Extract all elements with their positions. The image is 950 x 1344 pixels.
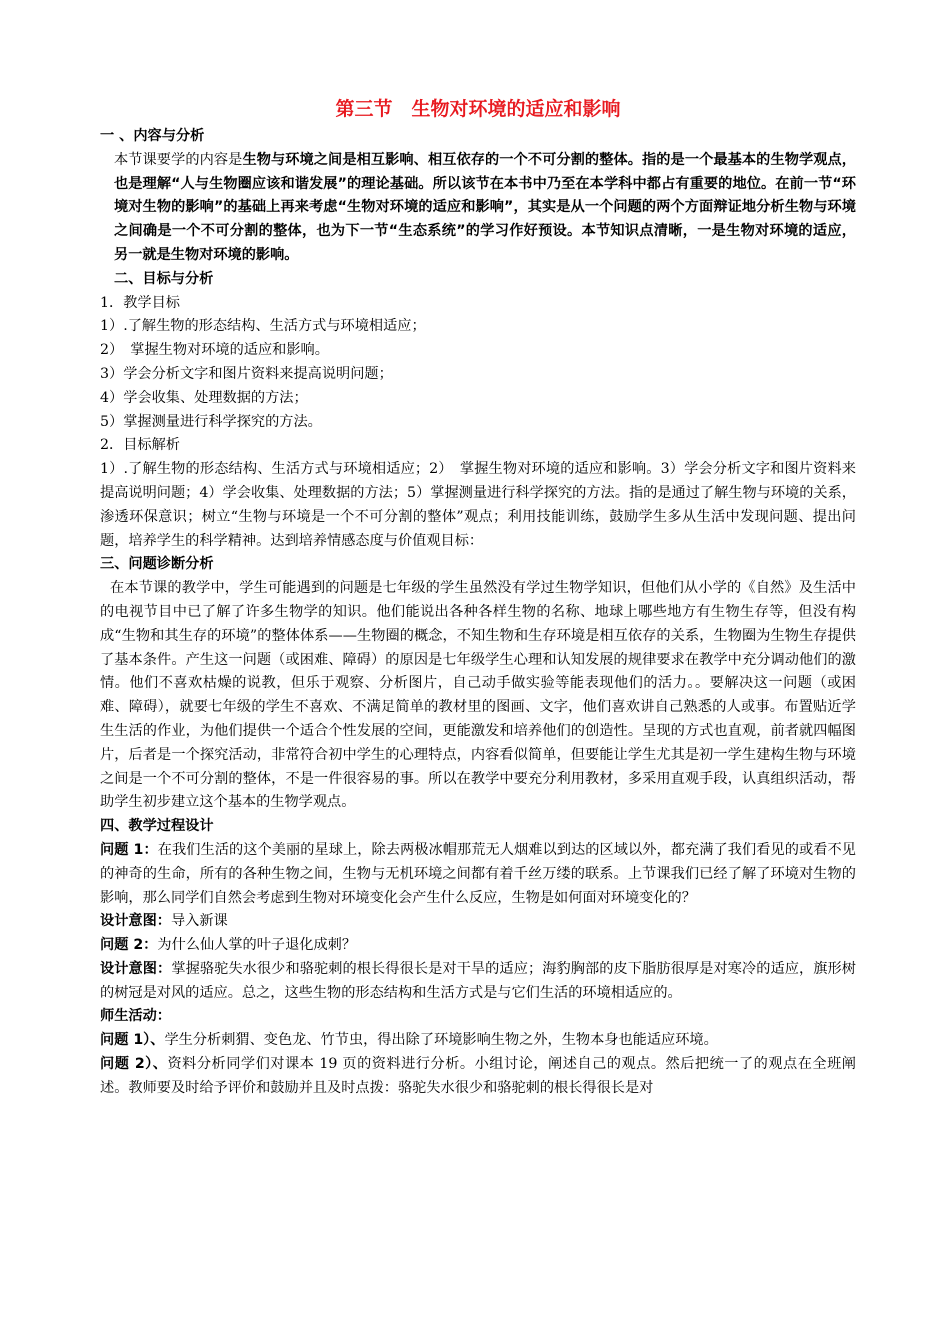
section-4-heading: 四、教学过程设计	[100, 818, 214, 835]
section-2-subheading-goals: 1．教学目标	[100, 294, 180, 311]
goal-item: 3）学会分析文字和图片资料来提高说明问题；	[100, 365, 393, 382]
goal-item: 1）.了解生物的形态结构、生活方式与环境相适应；	[100, 318, 426, 335]
activity-1-text: 学生分析刺猬、变色龙、竹节虫，得出除了环境影响生物之外，生物本身也能适应环境。	[164, 1032, 718, 1049]
activity-1	[100, 1029, 856, 1053]
design-intent-2-text: 掌握骆驼失水很少和骆驼刺的根长得很长是对干旱的适应；海豹胸部的皮下脂肪很厚是对寒冷的适应，旗形树的树冠是对风的适应。总之，这些生物的形态结构和生活方式是与它们生活的环境相适应的。	[100, 960, 856, 1001]
activity-2-label: 问题 2）、	[100, 1056, 168, 1073]
activity-1-label: 问题 1）、	[100, 1032, 165, 1049]
section-1-paragraph-bold: 生物与环境之间是相互影响、相互依存的一个不可分割的整体。指的是一个最基本的生物学观点，也是理解“人与生物圈应该和谐发展”的理论基础。所以该节在本书中乃至在本学科中都占有重要的地位。在前一节“环境对生物的影响”的基础上再来考虑“生物对环境的适应和影响”，其实是从一个问题的两个方面辩证地分析生物与环境之间确是一个不可分割的整体，也为下一节“生态系统”的学习作好预设。本节知识点清晰，一是生物对环境的适应，另一就是生物对环境的影响。	[114, 151, 856, 263]
document-page	[100, 95, 856, 1101]
design-intent-2	[100, 958, 856, 1006]
section-1-heading: 一 、内容与分析	[100, 128, 205, 144]
question-2	[100, 934, 856, 958]
goal-item: 4）学会收集、处理数据的方法；	[100, 389, 308, 406]
section-2-subheading-analysis: 2．目标解析	[100, 437, 180, 454]
section-1-paragraph	[100, 149, 856, 268]
page-title: 第三节 生物对环境的适应和影响	[335, 98, 621, 120]
section-2-heading: 二、目标与分析	[114, 270, 214, 287]
question-2-label: 问题 2：	[100, 937, 158, 954]
goal-item: 2） 掌握生物对环境的适应和影响。	[100, 342, 329, 359]
activity-2-text: 资料分析同学们对课本 19 页的资料进行分析。小组讨论，阐述自己的观点。然后把统一了的观点在全班阐述。教师要及时给予评价和鼓励并且及时点拨：骆驼失水很少和骆驼刺的根长得很长是对	[100, 1056, 856, 1096]
goal-item: 5）掌握测量进行科学探究的方法。	[100, 413, 322, 430]
design-intent-1-label: 设计意图：	[100, 913, 171, 930]
section-3-paragraph: 在本节课的教学中，学生可能遇到的问题是七年级的学生虽然没有学过生物学知识，但他们从小学的《自然》及生活中的电视节目中已了解了许多生物学的知识。他们能说出各种各样生物的名称、地球上哪些地方有生物生存等，但没有构成“生物和其生存的环境”的整体体系——生物圈的概念，不知生物和生存环境是相互依存的关系，生物圈为生物生存提供了基本条件。产生这一问题（或困难、障碍）的原因是七年级学生心理和认知发展的规律要求在教学中充分调动他们的激情。他们不喜欢枯燥的说教，但乐于观察、分析图片，自己动手做实验等能表现他们的活力。。要解决这一问题（或困难、障碍），就要七年级的学生不喜欢、不满足简单的教材里的图画、文字，他们喜欢讲自己熟悉的人或事。布置贴近学生生活的作业，为他们提供一个适合个性发展的空间，更能激发和培养他们的创造性。呈现的方式也直观，前者就四幅图片，后者是一个探究活动，非常符合初中学生的心理特点，内容看似简单，但要能让学生尤其是初一学生建构生物与环境之间是一个不可分割的整体，不是一件很容易的事。所以在教学中要充分利用教材，多采用直观手段，认真组织活动，帮助学生初步建立这个基本的生物学观点。	[100, 580, 856, 811]
question-2-text: 为什么仙人掌的叶子退化成刺？	[157, 937, 357, 954]
section-1-paragraph-lead: 本节课要学的内容是	[114, 151, 243, 168]
design-intent-2-label: 设计意图：	[100, 960, 172, 977]
question-1	[100, 839, 856, 910]
design-intent-1-text: 导入新课	[170, 913, 228, 930]
design-intent-1	[100, 910, 856, 934]
activity-heading: 师生活动：	[100, 1008, 171, 1025]
question-1-text: 在我们生活的这个美丽的星球上，除去两极冰帽那荒无人烟难以到达的区域以外，都充满了我们看见的或看不见的神奇的生命，所有的各种生物之间，生物与无机环境之间都有着千丝万缕的联系。上节课我们已经了解了环境对生物的影响，那么同学们自然会考虑到生物对环境变化会产生什么反应，生物是如何面对环境变化的？	[100, 841, 856, 906]
activity-2	[100, 1053, 856, 1101]
section-3-heading: 三、问题诊断分析	[100, 556, 214, 573]
section-2-paragraph: 1）.了解生物的形态结构、生活方式与环境相适应；2） 掌握生物对环境的适应和影响。3）学会分析文字和图片资料来提高说明问题；4）学会收集、处理数据的方法；5）掌握测量进行科学探究的方法。指的是通过了解生物与环境的关系，渗透环保意识；树立“生物与环境是一个不可分割的整体”观点；利用技能训练，鼓励学生多从生活中发现问题、提出问题，培养学生的科学精神。达到培养情感态度与价值观目标：	[100, 461, 856, 549]
question-1-label: 问题 1：	[100, 841, 158, 858]
